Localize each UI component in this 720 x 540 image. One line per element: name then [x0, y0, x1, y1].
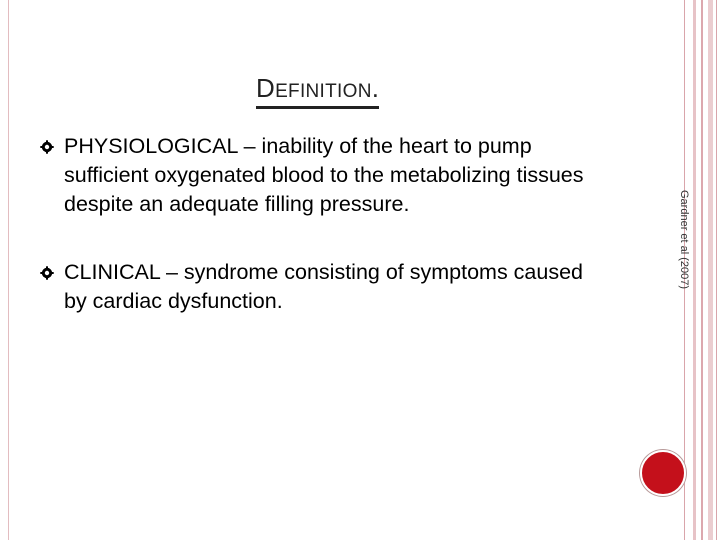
- bullet-text: CLINICAL – syndrome consisting of symptoms caused by cardiac dysfunction.: [64, 260, 584, 313]
- bullet-text: PHYSIOLOGICAL – inability of the heart to pump sufficient oxygenated blood to the metabolizing tissues despite an adequate filling pressure.: [64, 134, 584, 216]
- citation-vertical: Gardner et al (2007): [678, 190, 690, 290]
- title-rest: EFINITION: [275, 81, 372, 102]
- decorative-red-circle: [640, 450, 686, 496]
- slide-title: [256, 74, 379, 109]
- left-frame-line: [8, 0, 9, 540]
- frame-line: [701, 0, 703, 540]
- frame-line: [716, 0, 717, 540]
- gear-bullet-icon: [40, 140, 54, 154]
- title-period: .: [371, 73, 380, 103]
- frame-line: [693, 0, 696, 540]
- frame-line: [708, 0, 713, 540]
- title-initial: D: [256, 73, 276, 103]
- gear-bullet-icon: [40, 266, 54, 280]
